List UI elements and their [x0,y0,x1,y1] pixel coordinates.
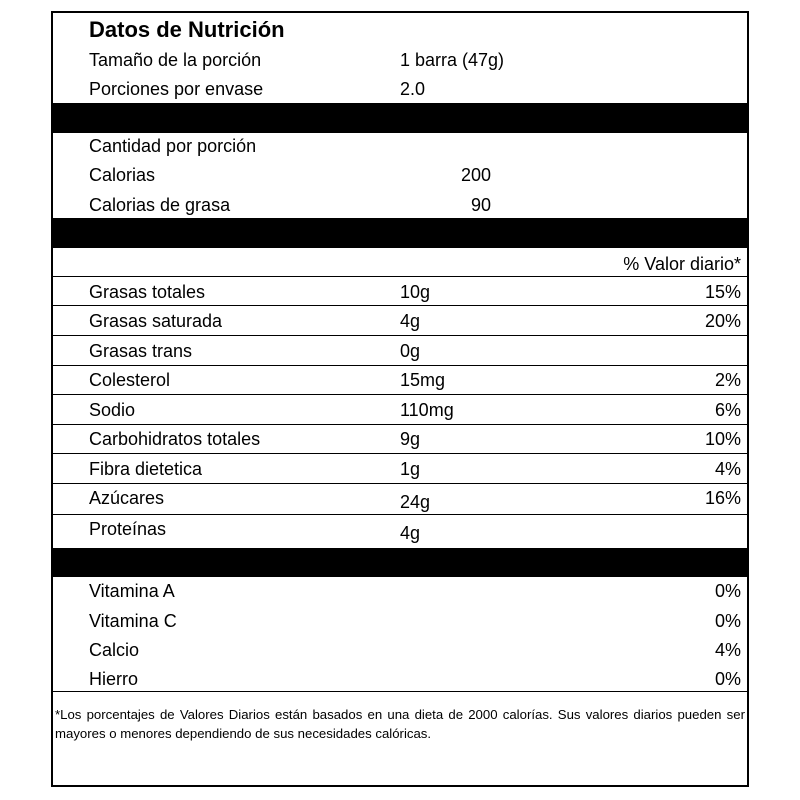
serving-size-value: 1 barra (47g) [400,50,505,70]
calories-from-fat-label: Calorias de grasa [89,195,231,215]
amount-per-serving-header: Cantidad por porción [89,136,257,156]
nutrient-amount: 4g [400,311,421,331]
nutrient-name: Grasas saturada [89,311,223,331]
serving-size-label: Tamaño de la porción [89,50,262,70]
row-divider [53,394,747,395]
nutrient-name: Grasas totales [89,282,206,302]
row-divider [53,335,747,336]
vitamin-name: Vitamina A [89,581,175,601]
row-divider [53,365,747,366]
nutrient-daily-value: 20% [704,311,741,331]
nutrient-name: Sodio [89,400,136,420]
row-divider [53,276,747,277]
nutrient-amount: 1g [400,459,421,479]
thick-divider [53,548,747,577]
nutrient-amount: 110mg [400,400,454,420]
nutrient-daily-value: 4% [714,459,741,479]
servings-per-container-label: Porciones por envase [89,79,264,99]
nutrient-amount: 9g [400,429,421,449]
row-divider [53,305,747,306]
row-divider [53,514,747,515]
nutrient-amount: 10g [400,282,431,302]
vitamin-daily-value: 0% [714,669,741,689]
servings-per-container-value: 2.0 [400,79,426,99]
nutrient-name: Grasas trans [89,341,193,361]
nutrient-daily-value: 6% [714,400,741,420]
calories-label: Calorias [89,165,156,185]
nutrient-amount: 24g [400,492,431,512]
row-divider [53,453,747,454]
nutrient-daily-value: 15% [704,282,741,302]
row-divider [53,483,747,484]
nutrient-name: Azúcares [89,488,165,508]
vitamin-name: Vitamina C [89,611,177,631]
nutrient-amount: 4g [400,523,421,543]
nutrient-name: Carbohidratos totales [89,429,261,449]
nutrient-name: Proteínas [89,519,167,539]
thick-divider [53,218,747,248]
nutrient-daily-value: 16% [704,488,741,508]
daily-value-header: % Valor diario* [623,254,741,274]
vitamin-daily-value: 0% [714,581,741,601]
nutrient-daily-value: 10% [704,429,741,449]
nutrient-name: Colesterol [89,370,171,390]
vitamin-daily-value: 0% [714,611,741,631]
nutrient-amount: 15mg [400,370,446,390]
thick-divider [53,103,747,133]
vitamin-name: Calcio [89,640,140,660]
vitamin-name: Hierro [89,669,139,689]
calories-from-fat-value: 90 [471,195,492,215]
footnote-divider [53,691,747,692]
vitamin-daily-value: 4% [714,640,741,660]
nutrient-amount: 0g [400,341,421,361]
nutrition-facts-label [51,11,749,787]
nutrient-daily-value: 2% [714,370,741,390]
nutrient-name: Fibra dietetica [89,459,203,479]
calories-value: 200 [461,165,492,185]
row-divider [53,424,747,425]
daily-value-footnote: *Los porcentajes de Valores Diarios están basados en una dieta de 2000 calorías. Sus valores diarios pueden ser mayores o menores dependiendo de sus necesidades calóricas. [55,707,745,741]
label-title: Datos de Nutrición [89,17,285,42]
